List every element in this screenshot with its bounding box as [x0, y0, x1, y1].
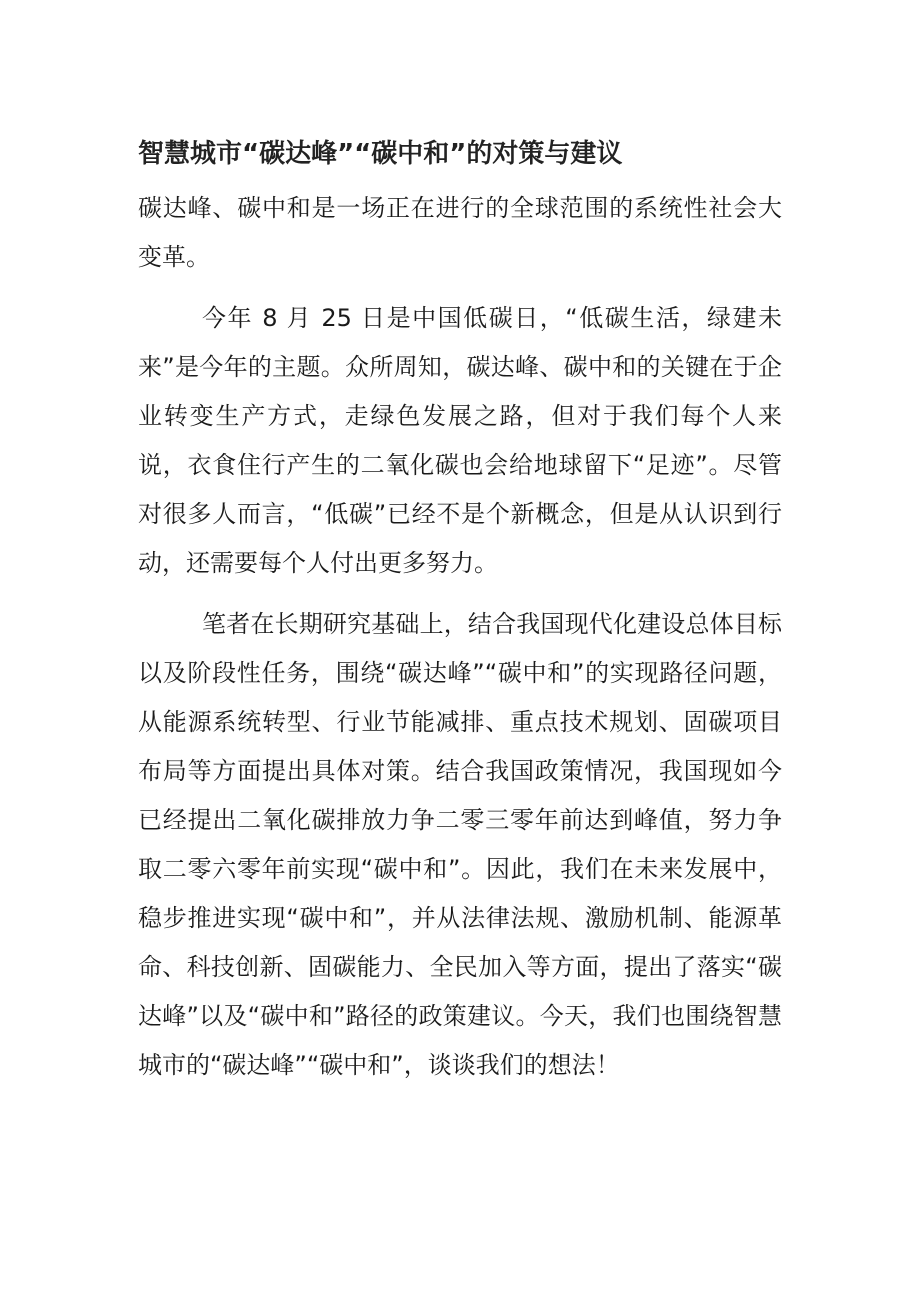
body-paragraph-1: 今年 8 月 25 日是中国低碳日，“低碳生活，绿建未来”是今年的主题。众所周知，碳达峰、碳中和的关键在于企业转变生产方式，走绿色发展之路，但对于我们每个人来说，衣食住行产生的二氧化碳也会给地球留下“足迹”。尽管对很多人而言，“低碳”已经不是个新概念，但是从认识到行动，还需要每个人付出更多努力。	[138, 303, 782, 577]
document-title: 智慧城市“碳达峰”“碳中和”的对策与建议	[138, 139, 623, 169]
body-paragraph-2: 笔者在长期研究基础上，结合我国现代化建设总体目标以及阶段性任务，围绕“碳达峰”“碳中和”的实现路径问题，从能源系统转型、行业节能减排、重点技术规划、固碳项目布局等方面提出具体对策。结合我国政策情况，我国现如今已经提出二氧化碳排放力争二零三零年前达到峰值，努力争取二零六零年前实现“碳中和”。因此，我们在未来发展中，稳步推进实现“碳中和”，并从法律法规、激励机制、能源革命、科技创新、固碳能力、全民加入等方面，提出了落实“碳达峰”以及“碳中和”路径的政策建议。今天，我们也围绕智慧城市的“碳达峰”“碳中和”，谈谈我们的想法！	[138, 609, 782, 1079]
lead-paragraph: 碳达峰、碳中和是一场正在进行的全球范围的系统性社会大变革。	[138, 193, 782, 271]
document-page	[138, 138, 782, 1090]
